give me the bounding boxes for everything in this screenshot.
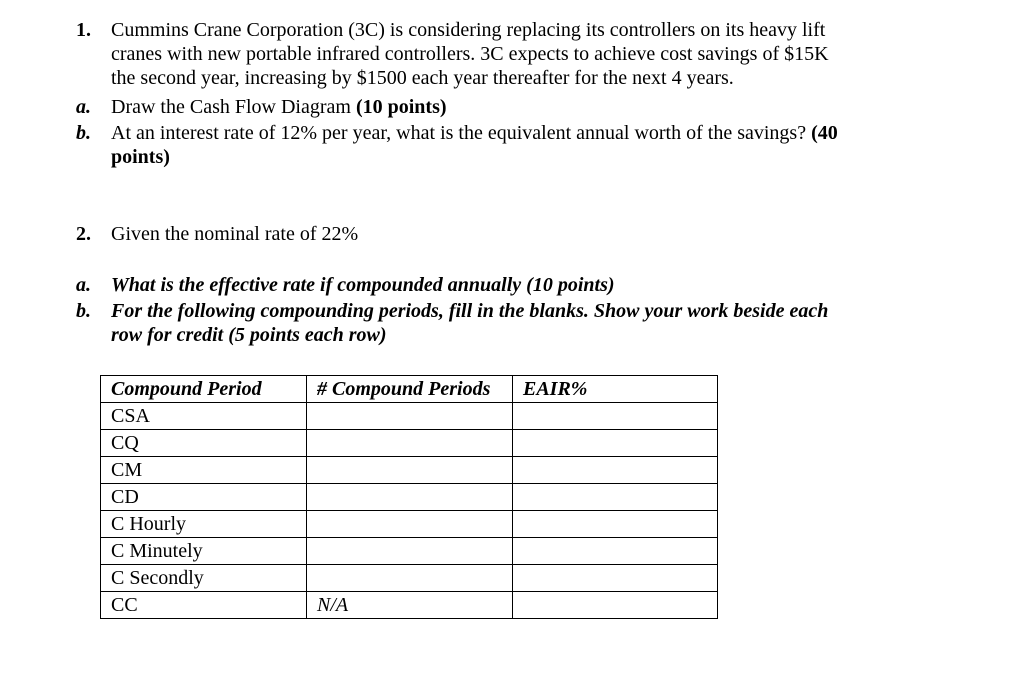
table-row [101,430,718,457]
periods-count-cell[interactable] [307,565,513,592]
periods-count-cell[interactable] [307,484,513,511]
period-cell: C Secondly [101,565,307,592]
question-1b-points-start: (40 [811,122,838,144]
table-row [101,457,718,484]
period-cell: C Minutely [101,538,307,565]
table-row [101,511,718,538]
question-2b-line: row for credit (5 points each row) [111,324,387,346]
question-1a-points: (10 points) [355,96,447,118]
table-row [101,592,718,619]
eair-cell[interactable] [513,457,718,484]
header-eair: EAIR% [513,376,718,403]
periods-count-cell[interactable] [307,457,513,484]
question-2-text: Given the nominal rate of 22% [111,223,359,245]
question-1-line: the second year, increasing by $1500 each year thereafter for the next 4 years. [111,67,734,89]
question-2b-line: For the following compounding periods, fill in the blanks. Show your work beside each [111,300,829,322]
eair-cell[interactable] [513,538,718,565]
question-1b-text: At an interest rate of 12% per year, what is the equivalent annual worth of the savings? [111,122,807,144]
eair-cell[interactable] [513,403,718,430]
question-2a-text: What is the effective rate if compounded annually (10 points) [111,274,615,296]
eair-cell[interactable] [513,592,718,619]
header-compound-periods-count: # Compound Periods [307,376,513,403]
periods-count-cell[interactable] [307,538,513,565]
period-cell: CQ [101,430,307,457]
eair-cell[interactable] [513,484,718,511]
question-2b-label: b. [76,300,91,322]
period-cell: CSA [101,403,307,430]
periods-count-cell: N/A [307,592,513,619]
question-2a-label: a. [76,274,91,296]
question-1-text [111,18,971,90]
question-1b-points-end: points) [111,146,170,168]
table-row [101,565,718,592]
question-1-line: cranes with new portable infrared controllers. 3C expects to achieve cost savings of $15K [111,43,829,65]
table-row [101,484,718,511]
period-cell: CC [101,592,307,619]
periods-count-cell[interactable] [307,511,513,538]
header-compound-period: Compound Period [101,376,307,403]
periods-count-cell[interactable] [307,403,513,430]
question-1b-label: b. [76,122,91,144]
question-2-number: 2. [76,223,91,245]
eair-cell[interactable] [513,430,718,457]
eair-cell[interactable] [513,511,718,538]
table-row [101,403,718,430]
period-cell: C Hourly [101,511,307,538]
table-header-row [101,376,718,403]
eair-cell[interactable] [513,565,718,592]
period-cell: CD [101,484,307,511]
period-cell: CM [101,457,307,484]
table-row [101,538,718,565]
question-1a-label: a. [76,96,91,118]
question-1-number: 1. [76,19,91,41]
compounding-table [100,375,718,619]
question-1-line: Cummins Crane Corporation (3C) is considering replacing its controllers on its heavy lift [111,19,826,41]
question-1a-text: Draw the Cash Flow Diagram [111,96,351,118]
periods-count-cell[interactable] [307,430,513,457]
